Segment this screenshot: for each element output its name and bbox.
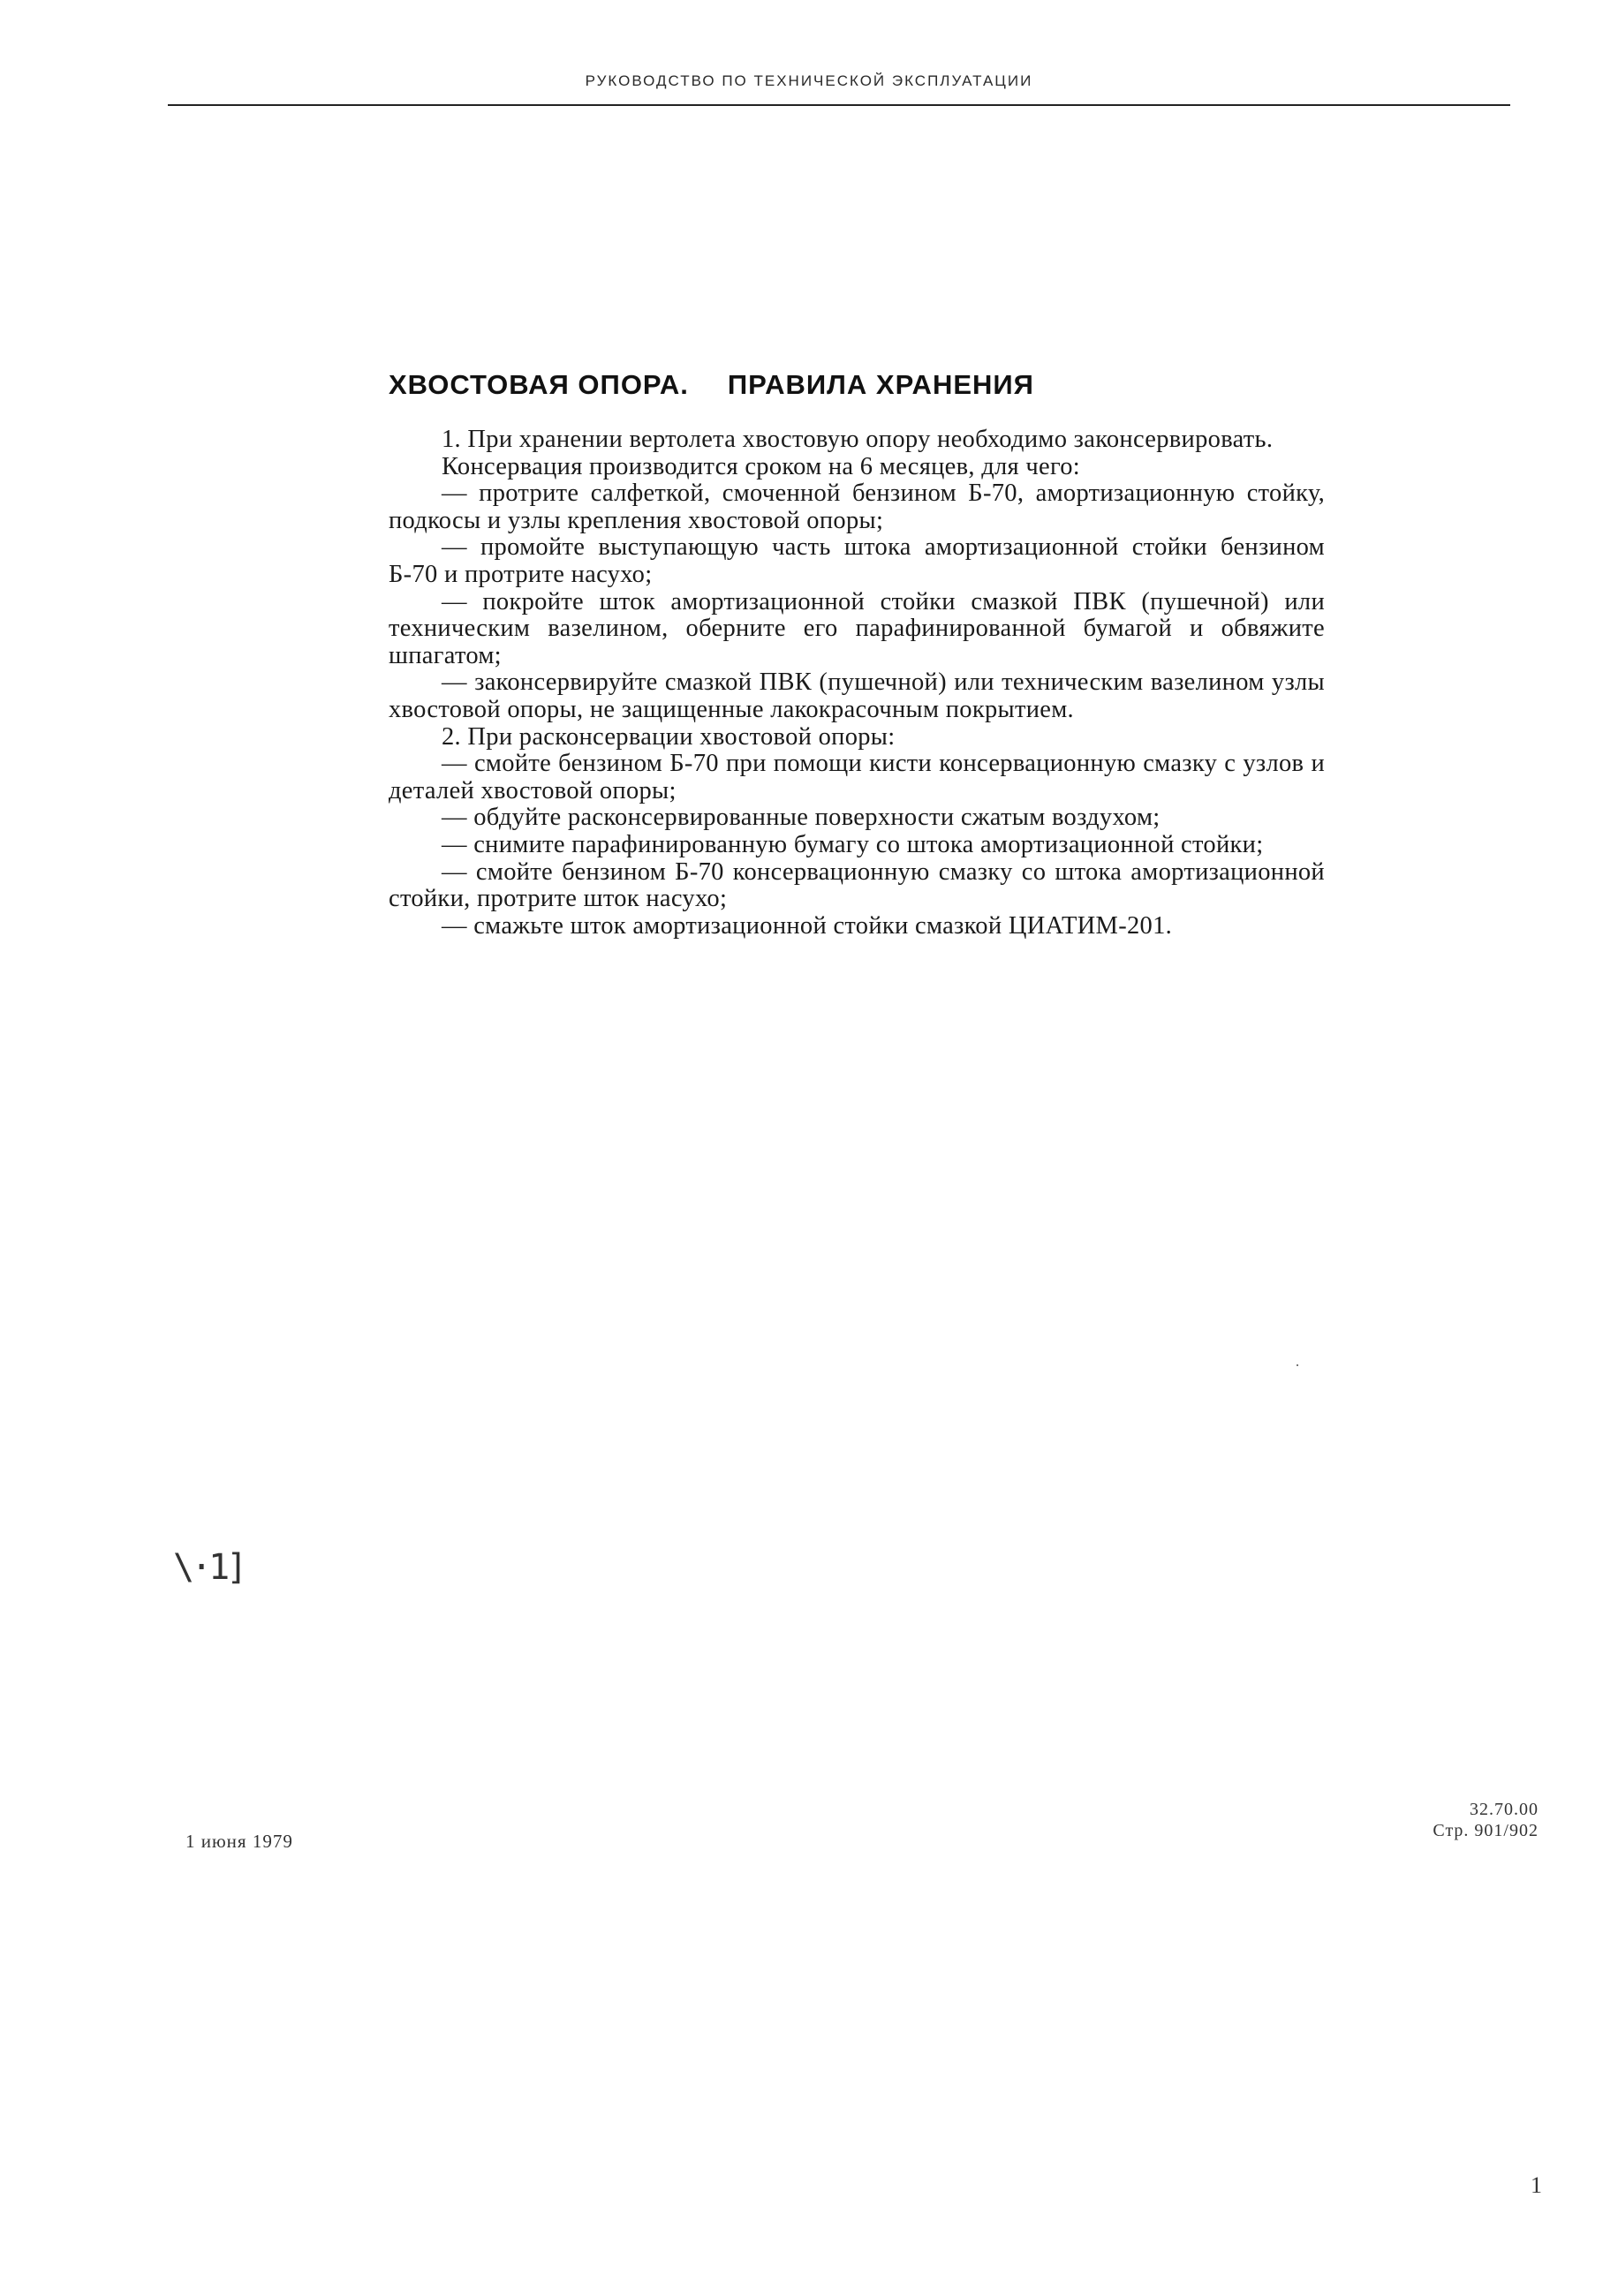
footer-page-number: Стр. 901/902 bbox=[1433, 1821, 1539, 1840]
paragraph: 2. При расконсервации хвостовой опоры: bbox=[442, 722, 896, 751]
margin-handwritten-mark: \·1] bbox=[173, 1547, 245, 1588]
body-text bbox=[389, 427, 1325, 940]
section-title bbox=[389, 369, 1325, 401]
footer-page-info bbox=[1378, 1799, 1539, 1841]
section-title-part2: ПРАВИЛА ХРАНЕНИЯ bbox=[727, 369, 1034, 400]
paragraph: 1. При хранении вертолета хвостовую опору необходимо законсервировать. bbox=[442, 426, 1274, 453]
list-item: — снимите парафинированную бумагу со штока амортизационной стойки; bbox=[442, 830, 1264, 858]
paragraph: Консервация производится сроком на 6 месяцев, для чего: bbox=[442, 452, 1081, 480]
footer-code: 32.70.00 bbox=[1470, 1800, 1539, 1819]
list-item: — обдуйте расконсервированные поверхности сжатым воздухом; bbox=[442, 804, 1161, 832]
list-item: — промойте выступающую часть штока амортизационной стойки бензином Б-70 и протрите насухо; bbox=[389, 533, 1325, 588]
list-item: — покройте шток амортизационной стойки смазкой ПВК (пушечной) или техническим вазелином, оберните его парафинированной бумагой и обвяжите шпагатом; bbox=[389, 587, 1325, 669]
section-title-part1: ХВОСТОВАЯ ОПОРА. bbox=[389, 369, 689, 400]
list-item: — смойте бензином Б-70 при помощи кисти консервационную смазку с узлов и деталей хвостовой опоры; bbox=[389, 750, 1325, 804]
list-item: — смойте бензином Б-70 консервационную смазку со штока амортизационной стойки, протрите шток насухо; bbox=[389, 857, 1325, 913]
scan-speck bbox=[1297, 1364, 1298, 1366]
running-header: РУКОВОДСТВО ПО ТЕХНИЧЕСКОЙ ЭКСПЛУАТАЦИИ bbox=[585, 72, 1033, 89]
page-tick-mark: 1 bbox=[1531, 2172, 1542, 2198]
list-item: — законсервируйте смазкой ПВК (пушечной) или техническим вазелином узлы хвостовой опоры, не защищенные лакокрасочным покрытием. bbox=[389, 668, 1325, 723]
footer-date: 1 июня 1979 bbox=[185, 1831, 293, 1852]
header-divider bbox=[168, 104, 1510, 106]
list-item: — протрите салфеткой, смоченной бензином Б-70, амортизационную стойку, подкосы и узлы крепления хвостовой опоры; bbox=[389, 480, 1325, 534]
list-item: — смажьте шток амортизационной стойки смазкой ЦИАТИМ-201. bbox=[442, 911, 1173, 940]
